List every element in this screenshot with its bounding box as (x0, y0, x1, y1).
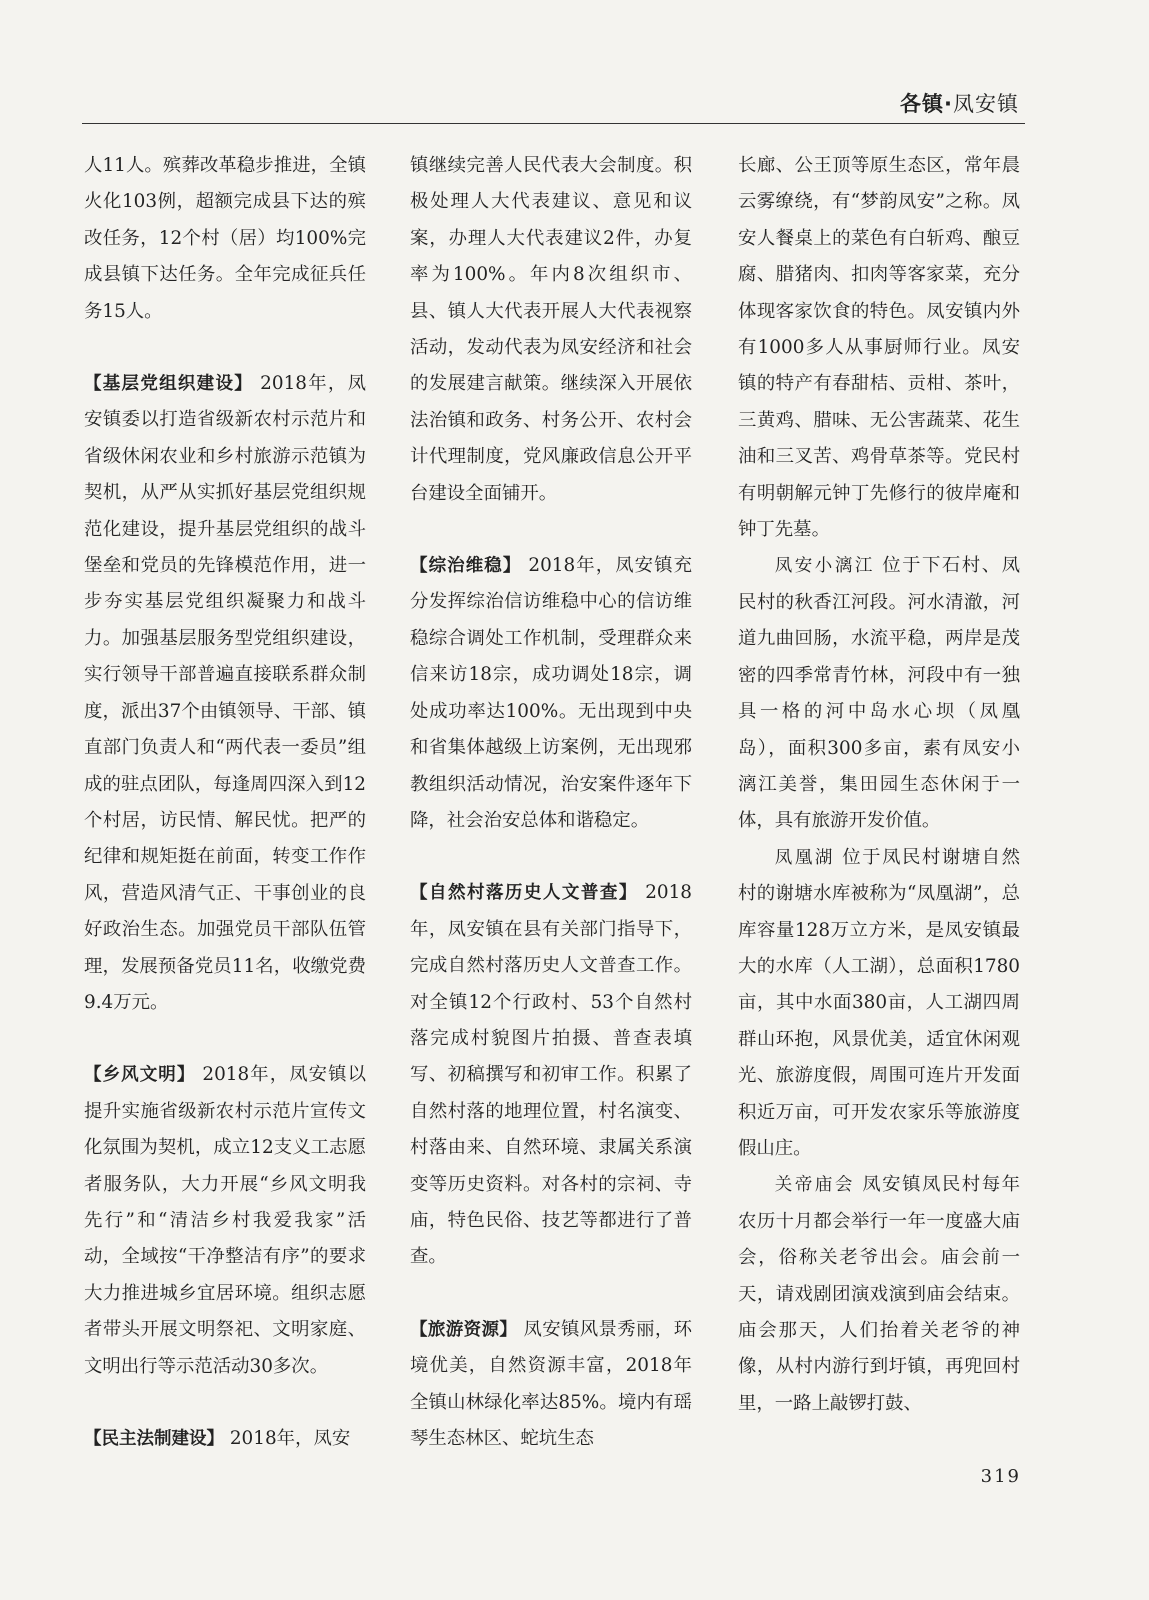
header-rule (82, 123, 1025, 124)
running-head-separator: · (944, 92, 953, 116)
entry-term: 凤凰湖 (774, 847, 835, 868)
entry-term: 凤安小漓江 (774, 556, 875, 577)
column-2 (410, 148, 692, 1457)
section-heading: 【旅游资源】 (410, 1319, 518, 1340)
col1-paragraph-1: 人11人。殡葬改革稳步推进，全镇火化103例，超额完成县下达的殡改任务，12个村（居）均100%完成县镇下达任务。全年完成征兵任务15人。 (84, 155, 366, 322)
entry-body: 位于下石村、凤民村的秋香江河段。河水清澈，河道九曲回肠，水流平稳，两岸是茂密的四季常青竹林，河段中有一独具一格的河中岛水心坝（凤凰岛），面积300多亩，素有凤安小漓江美誉，集田园生态休闲于一体，具有旅游开发价值。 (738, 555, 1020, 832)
col1-section-democracy-law (84, 1421, 366, 1457)
page-number: 319 (980, 1466, 1021, 1487)
section-body: 2018年，凤安镇委以打造省级新农村示范片和省级休闲农业和乡村旅游示范镇为契机，从严从实抓好基层党组织规范化建设，提升基层党组织的战斗堡垒和党员的先锋模范作用，进一步夯实基层党组织凝聚力和战斗力。加强基层服务型党组织建设，实行领导干部普遍直接联系群众制度，派出37个由镇领导、干部、镇直部门负责人和“两代表一委员”组成的驻点团队，每逢周四深入到12个村居，访民情、解民忧。把严的纪律和规矩挺在前面，转变工作作风，营造风清气正、干事创业的良好政治生态。加强党员干部队伍管理，发展预备党员11名，收缴党费9.4万元。 (84, 373, 366, 1013)
col2-section-tourism (410, 1312, 692, 1458)
running-head-town: 凤安镇 (953, 92, 1019, 116)
col3-entry-phoenix-lake (738, 840, 1020, 1168)
col3-entry-temple-fair (738, 1167, 1020, 1422)
section-heading: 【综治维稳】 (410, 556, 522, 577)
entry-body: 位于凤民村谢塘自然村的谢塘水库被称为“凤凰湖”，总库容量128万立方米，是凤安镇最大的水库（人工湖），总面积1780亩，其中水面380亩，人工湖四周群山环抱，风景优美，适宜休闲观光、旅游度假，周围可连片开发面积近万亩，可开发农家乐等旅游度假山庄。 (738, 846, 1020, 1159)
running-head (900, 88, 1019, 118)
col3-paragraph-1: 长廊、公王顶等原生态区，常年晨云雾缭绕，有“梦韵凤安”之称。凤安人餐桌上的菜色有白斩鸡、酿豆腐、腊猪肉、扣肉等客家菜，充分体现客家饮食的特色。凤安镇内外有1000多人从事厨师行业。凤安镇的特产有春甜桔、贡柑、茶叶，三黄鸡、腊味、无公害蔬菜、花生油和三叉苦、鸡骨草茶等。党民村有明朝解元钟丁先修行的彼岸庵和钟丁先墓。 (738, 155, 1020, 541)
column-1 (84, 148, 366, 1457)
col2-section-stability (410, 548, 692, 839)
running-head-section: 各镇 (900, 92, 945, 116)
col1-section-rural-civility (84, 1057, 366, 1385)
col1-section-grassroots-party (84, 366, 366, 1021)
col2-paragraph-1: 镇继续完善人民代表大会制度。积极处理人大代表建议、意见和议案，办理人大代表建议2件，办复率为100%。年内8次组织市、县、镇人大代表开展人大代表视察活动，发动代表为凤安经济和社会的发展建言献策。继续深入开展依法治镇和政务、村务公开、农村会计代理制度，党风廉政信息公开平台建设全面铺开。 (410, 155, 692, 504)
section-body: 2018年，凤安镇在县有关部门指导下，完成自然村落历史人文普查工作。对全镇12个行政村、53个自然村落完成村貌图片拍摄、普查表填写、初稿撰写和初审工作。积累了自然村落的地理位置，村名演变、村落由来、自然环境、隶属关系演变等历史资料。对各村的宗祠、寺庙，特色民俗、技艺等都进行了普查。 (410, 882, 692, 1268)
section-heading: 【基层党组织建设】 (84, 374, 254, 395)
section-body: 2018年，凤安镇充分发挥综治信访维稳中心的信访维稳综合调处工作机制，受理群众来信来访18宗，成功调处18宗，调处成功率达100%。无出现到中央和省集体越级上访案例，无出现邪教组织活动情况，治安案件逐年下降，社会治安总体和谐稳定。 (410, 555, 692, 831)
column-3 (738, 148, 1020, 1422)
section-heading: 【自然村落历史人文普查】 (410, 883, 638, 904)
col2-section-village-survey (410, 875, 692, 1275)
col3-entry-little-lijiang (738, 548, 1020, 839)
entry-term: 关帝庙会 (774, 1175, 855, 1196)
section-heading: 【民主法制建设】 (84, 1429, 224, 1449)
section-body: 2018年，凤安 (229, 1428, 351, 1449)
entry-body: 凤安镇凤民村每年农历十月都会举行一年一度盛大庙会，俗称关老爷出会。庙会前一天，请戏剧团演戏演到庙会结束。庙会那天，人们抬着关老爷的神像，从村内游行到圩镇，再兜回村里，一路上敲锣打鼓、 (738, 1174, 1020, 1414)
section-body: 凤安镇风景秀丽，环境优美，自然资源丰富，2018年全镇山林绿化率达85%。境内有瑶琴生态林区、蛇坑生态 (410, 1318, 692, 1449)
section-heading: 【乡风文明】 (84, 1065, 196, 1086)
section-body: 2018年，凤安镇以提升实施省级新农村示范片宣传文化氛围为契机，成立12支义工志愿者服务队，大力开展“乡风文明我先行”和“清洁乡村我爱我家”活动，全域按“干净整洁有序”的要求大力推进城乡宜居环境。组织志愿者带头开展文明祭祀、文明家庭、文明出行等示范活动30多次。 (84, 1064, 366, 1377)
